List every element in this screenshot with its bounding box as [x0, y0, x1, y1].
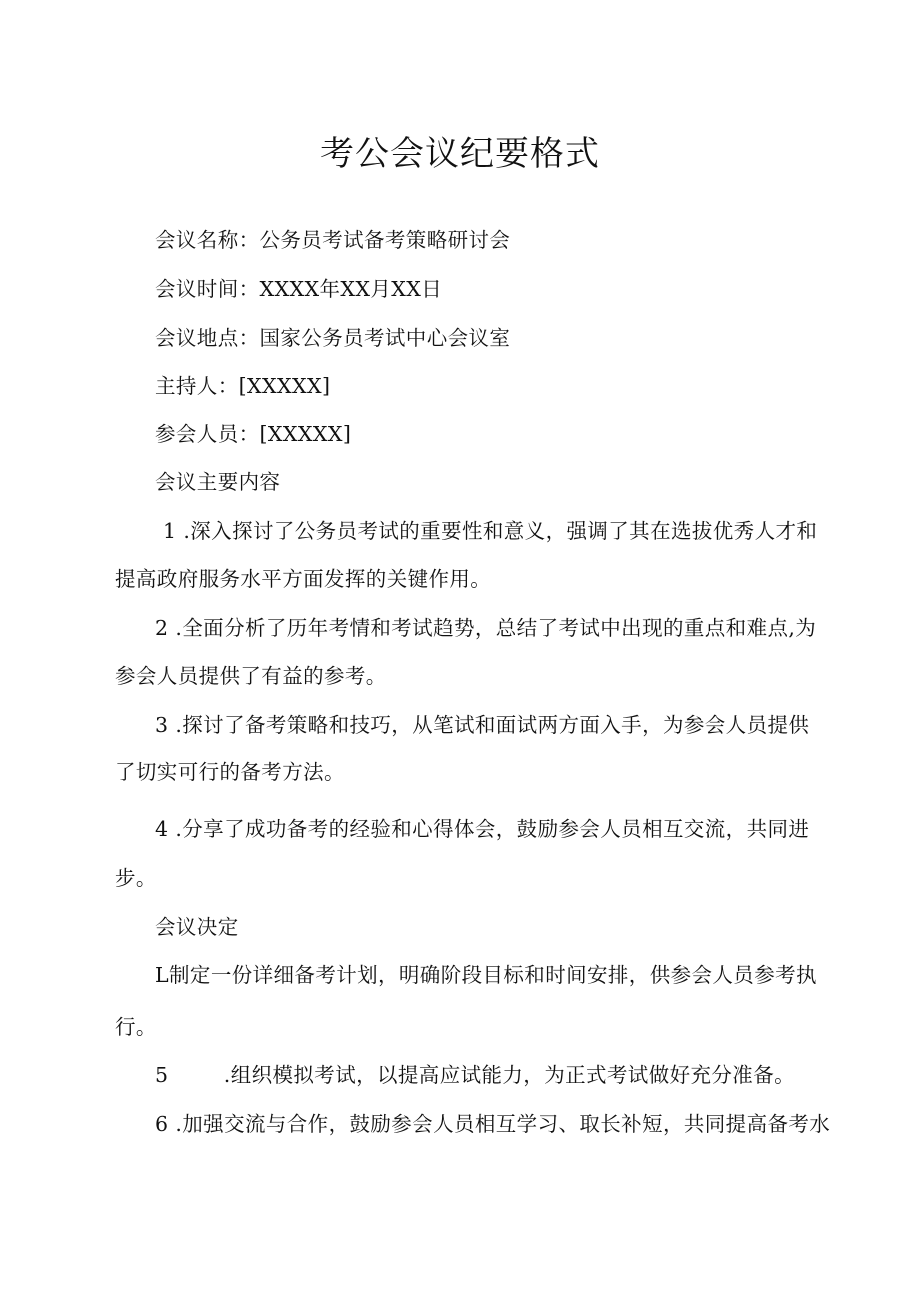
meeting-attendees: 参会人员：[XXXXX] — [155, 422, 352, 446]
content-item-4-line-1: 4 .分享了成功备考的经验和心得体会，鼓励参会人员相互交流，共同进 — [155, 817, 810, 841]
content-item-3-line-2: 了切实可行的备考方法。 — [115, 760, 345, 784]
content-heading: 会议主要内容 — [155, 470, 281, 494]
meeting-host: 主持人：[XXXXX] — [155, 374, 331, 398]
meeting-time: 会议时间：XXXX年XX月XX日 — [155, 277, 443, 301]
content-item-1-line-1: 1 .深入探讨了公务员考试的重要性和意义，强调了其在选拔优秀人才和 — [163, 519, 818, 543]
meeting-place: 会议地点：国家公务员考试中心会议室 — [155, 326, 511, 350]
content-item-4-line-2: 步。 — [115, 866, 157, 890]
content-item-1-line-2: 提高政府服务水平方面发挥的关键作用。 — [115, 567, 492, 591]
decision-heading: 会议决定 — [155, 915, 239, 939]
content-item-2-line-2: 参会人员提供了有益的参考。 — [115, 664, 387, 688]
decision-item-1-line-2: 行。 — [115, 1015, 157, 1039]
decision-item-3: 6 .加强交流与合作，鼓励参会人员相互学习、取长补短，共同提高备考水 — [155, 1112, 831, 1136]
decision-item-1-line-1: L制定一份详细备考计划，明确阶段目标和时间安排，供参会人员参考执 — [155, 963, 817, 987]
page-title: 考公会议纪要格式 — [320, 134, 600, 174]
meeting-name: 会议名称：公务员考试备考策略研讨会 — [155, 228, 511, 252]
decision-item-2: 5 .组织模拟考试，以提高应试能力，为正式考试做好充分准备。 — [155, 1063, 795, 1087]
content-item-3-line-1: 3 .探讨了备考策略和技巧，从笔试和面试两方面入手，为参会人员提供 — [155, 713, 810, 737]
content-item-2-line-1: 2 .全面分析了历年考情和考试趋势，总结了考试中出现的重点和难点,为 — [155, 616, 817, 640]
